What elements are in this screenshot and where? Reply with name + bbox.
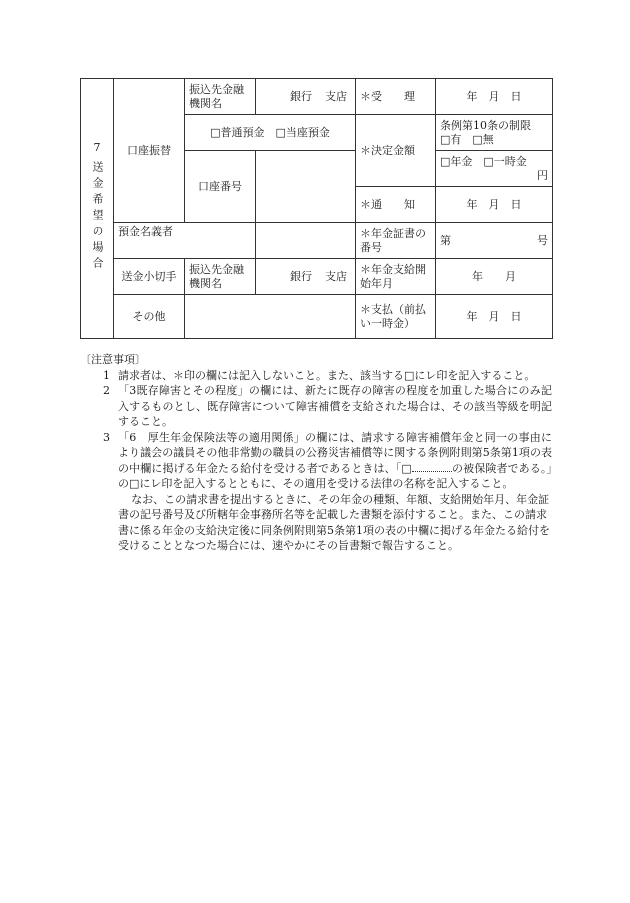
account-number-label: 口座番号 <box>185 151 256 223</box>
section-number: 7 <box>93 140 101 154</box>
note-text: 「3既存障害とその程度」の欄には、新たに既存の障害の程度を加重した場合にのみ記入するものとし、既存障害について障害補償を支給された場合は、その該当等級を明記すること。 <box>118 384 552 428</box>
account-types[interactable]: □普通預金 □当座預金 <box>185 115 356 151</box>
article10-label: 条例第10条の制限 <box>440 118 531 132</box>
bank-field-2[interactable] <box>256 259 356 295</box>
branch-suffix: 支店 <box>325 89 347 103</box>
furikomi-label-1: 振込先金融機関名 <box>185 79 256 115</box>
kaishi-label: ＊年金支給開始年月 <box>356 259 436 295</box>
closing-paragraph: なお、この請求書を提出するときに、その年金の種類、年額、支給開始年月、年金証書の記号番号及び所轄年金事務所名等を記載した書類を添付すること。また、この請求書に係る年金の支給決定後に同条例附則第5条第1項の表の中欄に掲げる年金たる給付を受けることとなつた場合には、速やかにその旨書類で報告すること。 <box>118 492 550 552</box>
section-cell <box>81 79 114 339</box>
note-item <box>80 430 552 492</box>
shiharai-date[interactable]: 年 月 日 <box>436 295 553 339</box>
note-number: 3 <box>103 430 110 444</box>
note-text-part-2: の被保険者である。」の□にレ印を記入するとともに、その適用を受ける法律の名称を記入すること。 <box>118 461 552 490</box>
kettei-label: ＊決定金額 <box>356 115 436 187</box>
kaishi-field[interactable]: 年 月 <box>436 259 553 295</box>
note-text-part-1: 「6 厚生年金保険法等の適用関係」の欄には、請求する障害補償年金と同一の事由により議会の議員その他非常勤の職員の公務災害補償等に関する条例附則第5条第1項の表の中欄に掲げる年金たる給付を受ける者であるときは、「□ <box>118 430 552 475</box>
tsuchi-label: ＊通 知 <box>356 187 436 223</box>
fill-in-blank[interactable] <box>412 461 452 472</box>
note-number: 2 <box>103 384 110 397</box>
notes-heading: 〔注意事項〕 <box>80 353 146 366</box>
koza-label: 口座振替 <box>114 79 185 223</box>
remittance-table <box>80 78 553 339</box>
shiharai-label: ＊支払（前払い一時金） <box>356 295 436 339</box>
check-label: 送金小切手 <box>114 259 185 295</box>
dai-label: 第 <box>440 233 451 247</box>
notes-section <box>80 352 552 554</box>
note-text: 請求者は、＊印の欄には記入しないこと。また、該当する□にレ印を記入すること。 <box>118 368 536 382</box>
branch-suffix: 支店 <box>325 269 347 283</box>
kettei-amount[interactable] <box>436 151 553 187</box>
bank-field-1[interactable] <box>256 79 356 115</box>
account-holder-field[interactable] <box>256 223 356 259</box>
note-text <box>118 430 552 492</box>
shosho-label: ＊年金証書の番号 <box>356 223 436 259</box>
yen-unit: 円 <box>537 168 548 182</box>
section-title: 送金希望の場合 <box>91 160 104 273</box>
account-number-field[interactable] <box>256 151 356 223</box>
furikomi-label-2: 振込先金融機関名 <box>185 259 256 295</box>
bank-suffix: 銀行 <box>290 269 312 283</box>
note-item <box>80 383 552 430</box>
other-label: その他 <box>114 295 185 339</box>
go-label: 号 <box>537 233 548 247</box>
account-holder-label: 預金名義者 <box>114 223 256 259</box>
tsuchi-date[interactable]: 年 月 日 <box>436 187 553 223</box>
note-item <box>80 368 552 384</box>
kettei-limit[interactable] <box>436 115 553 151</box>
bank-suffix: 銀行 <box>290 89 312 103</box>
nenkin-choice: □年金 □一時金 <box>440 154 527 168</box>
shosho-field[interactable] <box>436 223 553 259</box>
uketsuke-label: ＊受 理 <box>356 79 436 115</box>
other-field[interactable] <box>185 295 356 339</box>
note-number: 1 <box>103 368 110 382</box>
uketsuke-date[interactable]: 年 月 日 <box>436 79 553 115</box>
umu-choice: □有 □無 <box>440 132 494 146</box>
